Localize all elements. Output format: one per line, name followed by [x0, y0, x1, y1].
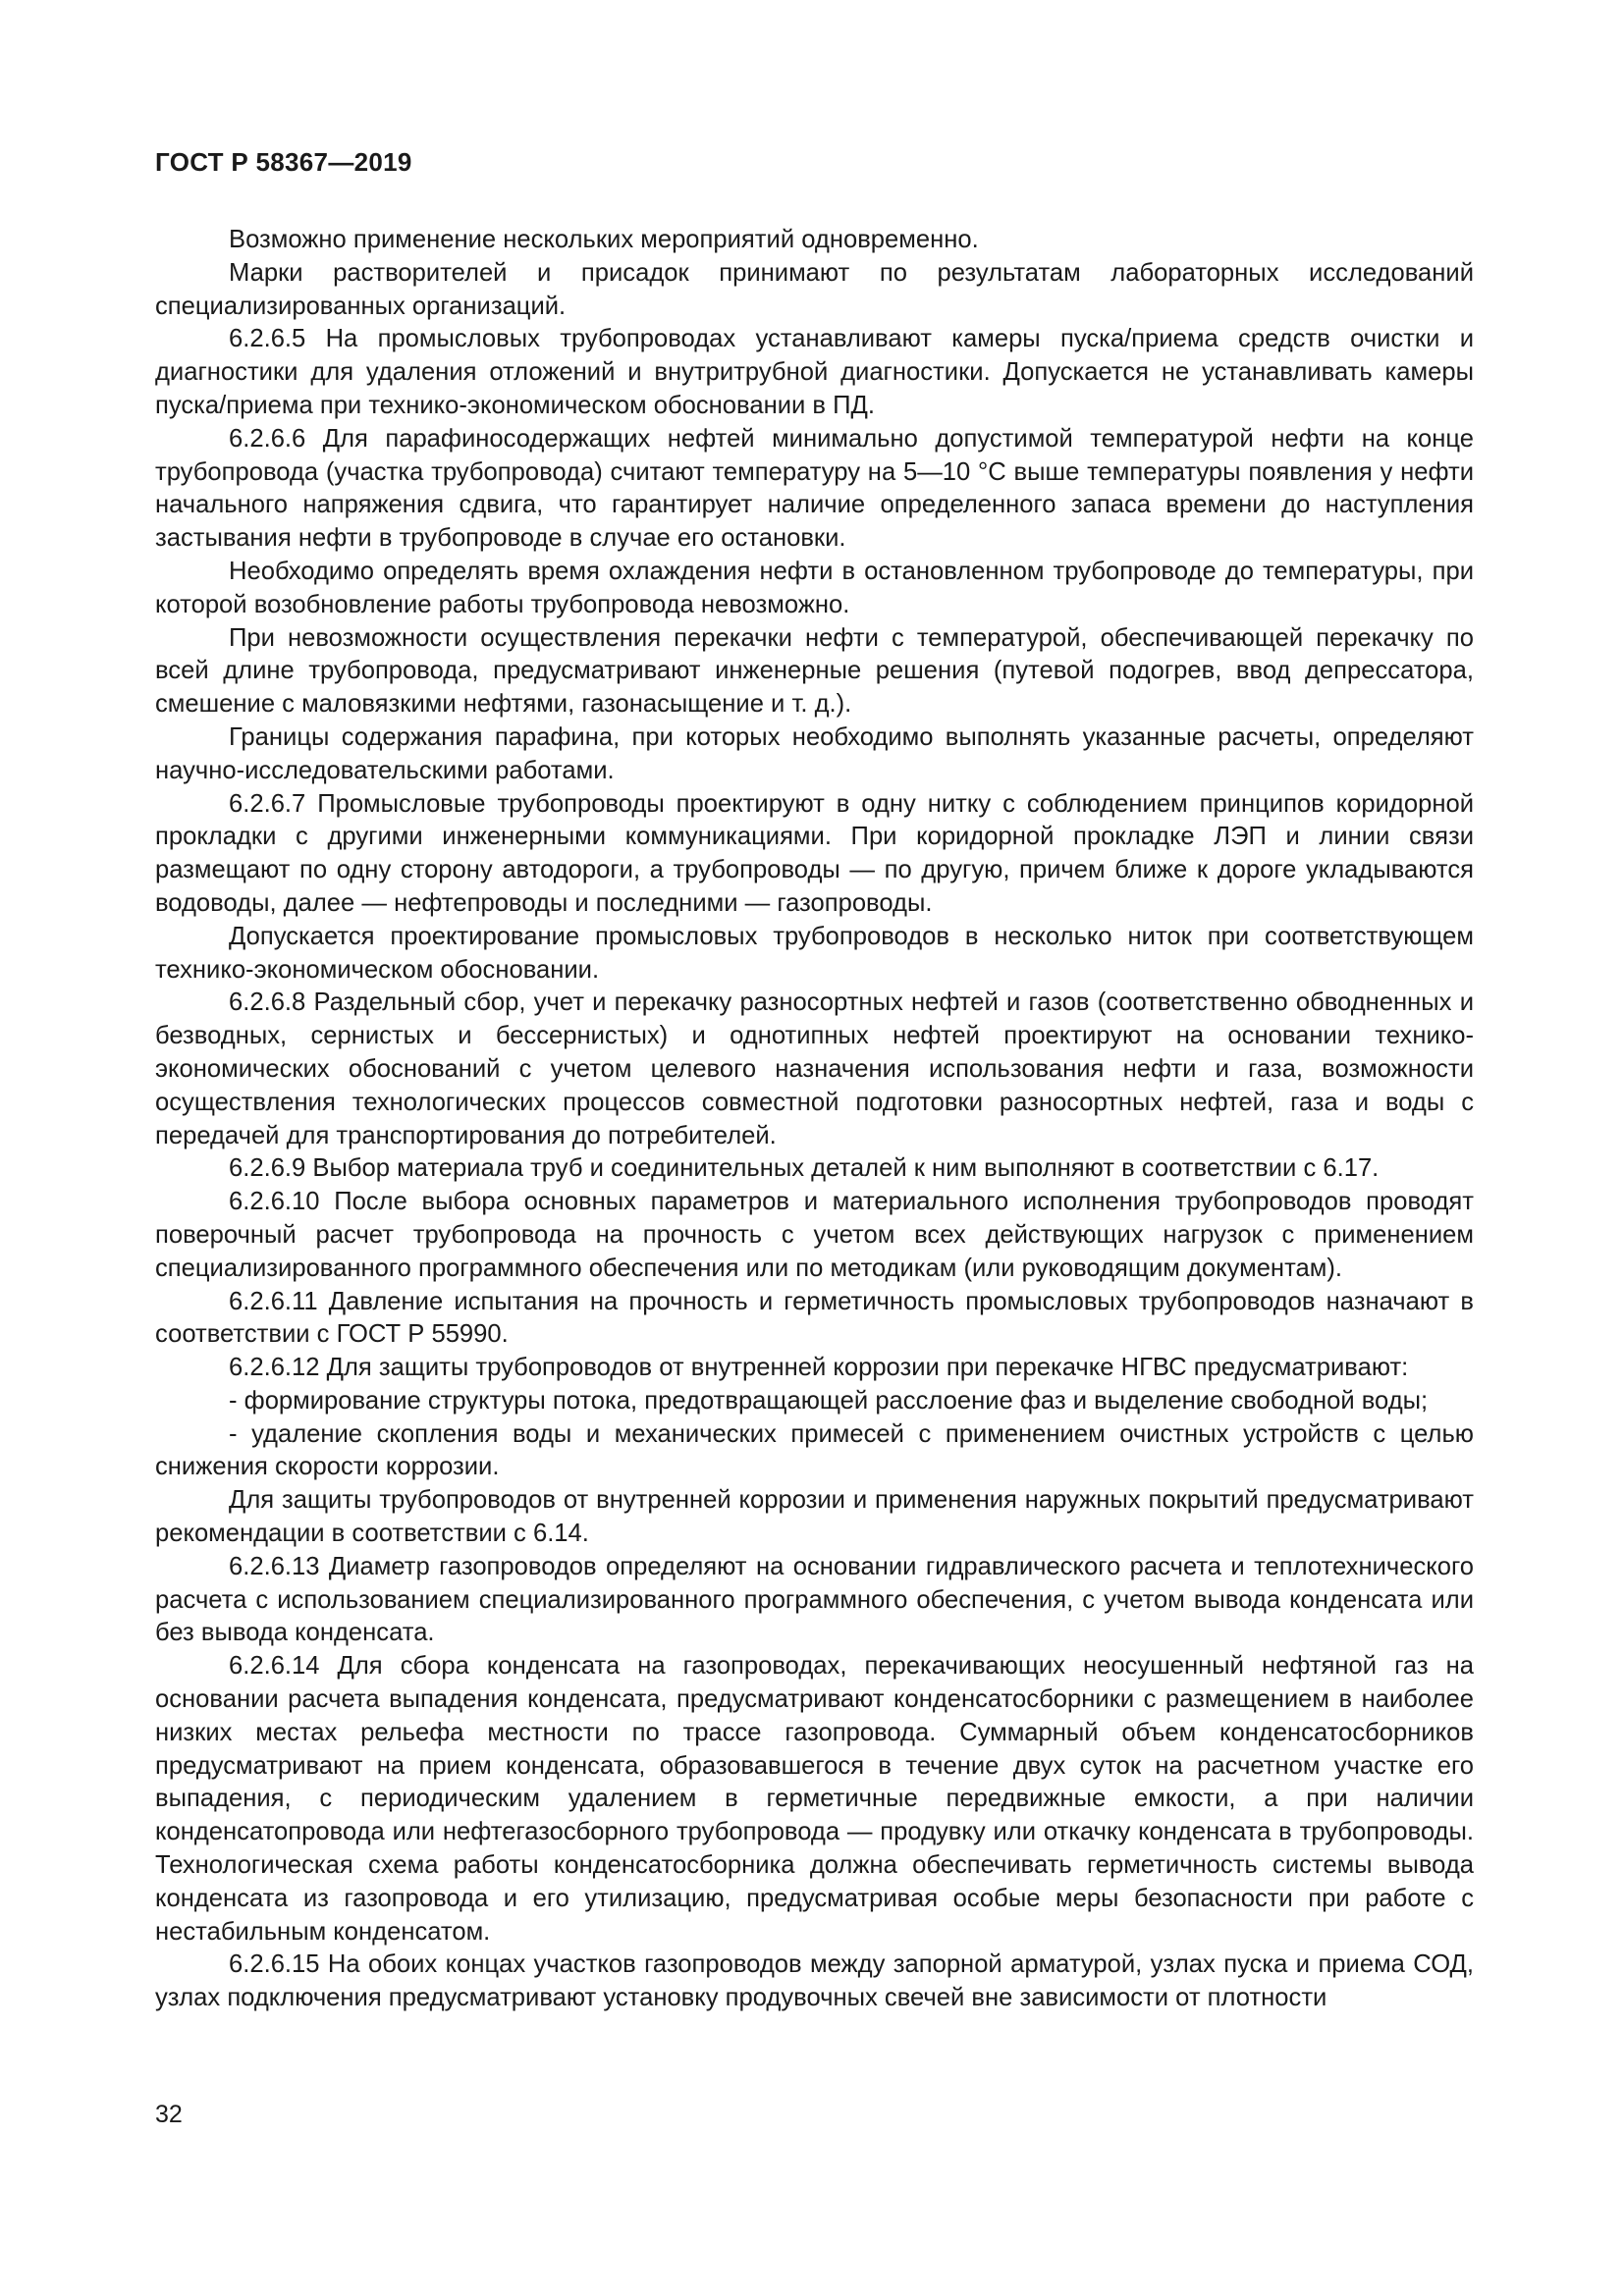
- paragraph-clause-6-2-6-13: 6.2.6.13 Диаметр газопроводов определяют на основании гидравлического расчета и теплотехнического расчета с использованием специализированного программного обеспечения, с учетом вывода конденсата или без вывода конденсата.: [155, 1552, 1474, 1647]
- paragraph: Необходимо определять время охлаждения нефти в остановленном трубопроводе до температуры, при которой возобновление работы трубопровода невозможно.: [155, 557, 1474, 618]
- paragraph-clause-6-2-6-15: 6.2.6.15 На обоих концах участков газопроводов между запорной арматурой, узлах пуска и приема СОД, узлах подключения предусматривают установку продувочных свечей вне зависимости от плотности: [155, 1950, 1474, 2012]
- paragraph-clause-6-2-6-10: 6.2.6.10 После выбора основных параметров и материального исполнения трубопроводов проводят поверочный расчет трубопровода на прочность с учетом всех действующих нагрузок с применением специализированного программного обеспечения или по методикам (или руководящим документам).: [155, 1188, 1474, 1282]
- paragraph-clause-6-2-6-6: 6.2.6.6 Для парафиносодержащих нефтей минимально допустимой температурой нефти на конце трубопровода (участка трубопровода) считают температуру на 5—10 °С выше температуры появления у нефти начального напряжения сдвига, что гарантирует наличие определенного запаса времени до наступления застывания нефти в трубопроводе в случае его остановки.: [155, 424, 1474, 553]
- list-item: - удаление скопления воды и механических примесей с применением очистных устройств с целью снижения скорости коррозии.: [155, 1419, 1474, 1481]
- paragraph-clause-6-2-6-8: 6.2.6.8 Раздельный сбор, учет и перекачку разносортных нефтей и газов (соответственно обводненных и безводных, сернистых и бессернистых) и однотипных нефтей проектируют на основании технико-экономических обоснований с учетом целевого назначения использования нефти и газа, возможности осуществления технологических процессов совместной подготовки разносортных нефтей, газа и воды с передачей для транспортирования до потребителей.: [155, 988, 1474, 1149]
- page-number: 32: [155, 2101, 183, 2128]
- paragraph-clause-6-2-6-9: 6.2.6.9 Выбор материала труб и соединительных деталей к ним выполняют в соответствии с 6.17.: [229, 1154, 1380, 1183]
- list-item: - формирование структуры потока, предотвращающей расслоение фаз и выделение свободной воды;: [229, 1386, 1429, 1415]
- document-body: [155, 224, 1474, 2015]
- paragraph: При невозможности осуществления перекачки нефти с температурой, обеспечивающей перекачку по всей длине трубопровода, предусматривают инженерные решения (путевой подогрев, ввод депрессатора, смешение с маловязкими нефтями, газонасыщение и т. д.).: [155, 623, 1474, 719]
- paragraph: Для защиты трубопроводов от внутренней коррозии и применения наружных покрытий предусматривают рекомендации в соответствии с 6.14.: [155, 1486, 1474, 1548]
- paragraph-clause-6-2-6-7: 6.2.6.7 Промысловые трубопроводы проектируют в одну нитку с соблюдением принципов коридорной прокладки с другими инженерными коммуникациями. При коридорной прокладке ЛЭП и линии связи размещают по одну сторону автодороги, а трубопроводы — по другую, причем ближе к дороге укладываются водоводы, далее — нефтепроводы и последними — газопроводы.: [155, 789, 1474, 917]
- paragraph-clause-6-2-6-11: 6.2.6.11 Давление испытания на прочность и герметичность промысловых трубопроводов назначают в соответствии с ГОСТ Р 55990.: [155, 1287, 1474, 1349]
- paragraph-clause-6-2-6-12: 6.2.6.12 Для защиты трубопроводов от внутренней коррозии при перекачке НГВС предусматривают:: [229, 1354, 1409, 1382]
- paragraph: Границы содержания парафина, при которых необходимо выполнять указанные расчеты, определяют научно-исследовательскими работами.: [155, 722, 1474, 784]
- paragraph-clause-6-2-6-5: 6.2.6.5 На промысловых трубопроводах устанавливают камеры пуска/приема средств очистки и диагностики для удаления отложений и внутритрубной диагностики. Допускается не устанавливать камеры пуска/приема при технико-экономическом обосновании в ПД.: [155, 325, 1474, 419]
- paragraph-clause-6-2-6-14: 6.2.6.14 Для сбора конденсата на газопроводах, перекачивающих неосушенный нефтяной газ на основании расчета выпадения конденсата, предусматривают конденсатосборники с размещением в наиболее низких местах рельефа местности по трассе газопровода. Суммарный объем конденсатосборников предусматривают на прием конденсата, образовавшегося в течение двух суток на расчетном участке его выпадения, с периодическим удалением в герметичные передвижные емкости, а при наличии конденсатопровода или нефтегазосборного трубопровода — продувку или откачку конденсата в трубопроводы. Технологическая схема работы конденсатосборника должна обеспечивать герметичность системы вывода конденсата из газопровода и его утилизацию, предусматривая особые меры безопасности при работе с нестабильным конденсатом.: [155, 1652, 1474, 1946]
- doc-code-header: ГОСТ Р 58367—2019: [155, 147, 412, 177]
- paragraph: Возможно применение нескольких мероприятий одновременно.: [229, 226, 979, 253]
- paragraph: Допускается проектирование промысловых трубопроводов в несколько ниток при соответствующем технико-экономическом обосновании.: [155, 922, 1474, 984]
- paragraph: Марки растворителей и присадок принимают по результатам лабораторных исследований специализированных организаций.: [155, 258, 1474, 320]
